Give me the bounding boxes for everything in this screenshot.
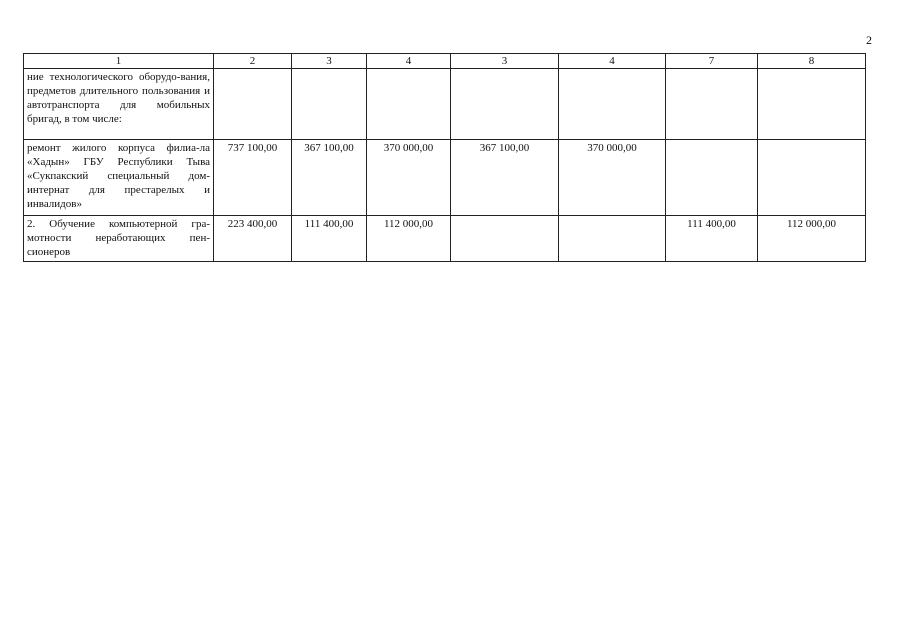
page-number: 2 bbox=[866, 33, 872, 47]
table-cell bbox=[559, 69, 666, 140]
table-cell bbox=[451, 216, 559, 262]
row-description: ремонт жилого корпуса филиа-ла «Хадын» ГБУ Республики Тыва «Сукпакский специальный дом-интернат для престарелых и инвалидов» bbox=[24, 140, 214, 216]
budget-table bbox=[23, 53, 866, 262]
table-cell bbox=[451, 69, 559, 140]
table-cell bbox=[758, 69, 866, 140]
column-header-5: 3 bbox=[451, 54, 559, 69]
column-header-2: 2 bbox=[214, 54, 292, 69]
table-cell bbox=[292, 69, 367, 140]
table-cell: 223 400,00 bbox=[214, 216, 292, 262]
table-cell: 370 000,00 bbox=[367, 140, 451, 216]
table-cell bbox=[758, 140, 866, 216]
column-header-8: 8 bbox=[758, 54, 866, 69]
table-cell bbox=[666, 69, 758, 140]
table-cell bbox=[214, 69, 292, 140]
column-header-6: 4 bbox=[559, 54, 666, 69]
table-cell: 112 000,00 bbox=[367, 216, 451, 262]
table-cell: 111 400,00 bbox=[292, 216, 367, 262]
table-cell: 111 400,00 bbox=[666, 216, 758, 262]
table-row bbox=[24, 69, 866, 140]
column-header-4: 4 bbox=[367, 54, 451, 69]
column-header-3: 3 bbox=[292, 54, 367, 69]
table-row bbox=[24, 140, 866, 216]
table-cell bbox=[666, 140, 758, 216]
table-row bbox=[24, 216, 866, 262]
table-cell: 737 100,00 bbox=[214, 140, 292, 216]
header-row bbox=[24, 54, 866, 69]
table-cell bbox=[559, 216, 666, 262]
table-cell: 367 100,00 bbox=[292, 140, 367, 216]
table-cell: 112 000,00 bbox=[758, 216, 866, 262]
table-cell: 367 100,00 bbox=[451, 140, 559, 216]
row-description: 2. Обучение компьютерной гра-мотности неработающих пен-сионеров bbox=[24, 216, 214, 262]
column-header-7: 7 bbox=[666, 54, 758, 69]
row-description: ние технологического оборудо-вания, предметов длительного пользования и автотранспорта для мобильных бригад, в том числе: bbox=[24, 69, 214, 140]
table-cell: 370 000,00 bbox=[559, 140, 666, 216]
table-cell bbox=[367, 69, 451, 140]
column-header-1: 1 bbox=[24, 54, 214, 69]
